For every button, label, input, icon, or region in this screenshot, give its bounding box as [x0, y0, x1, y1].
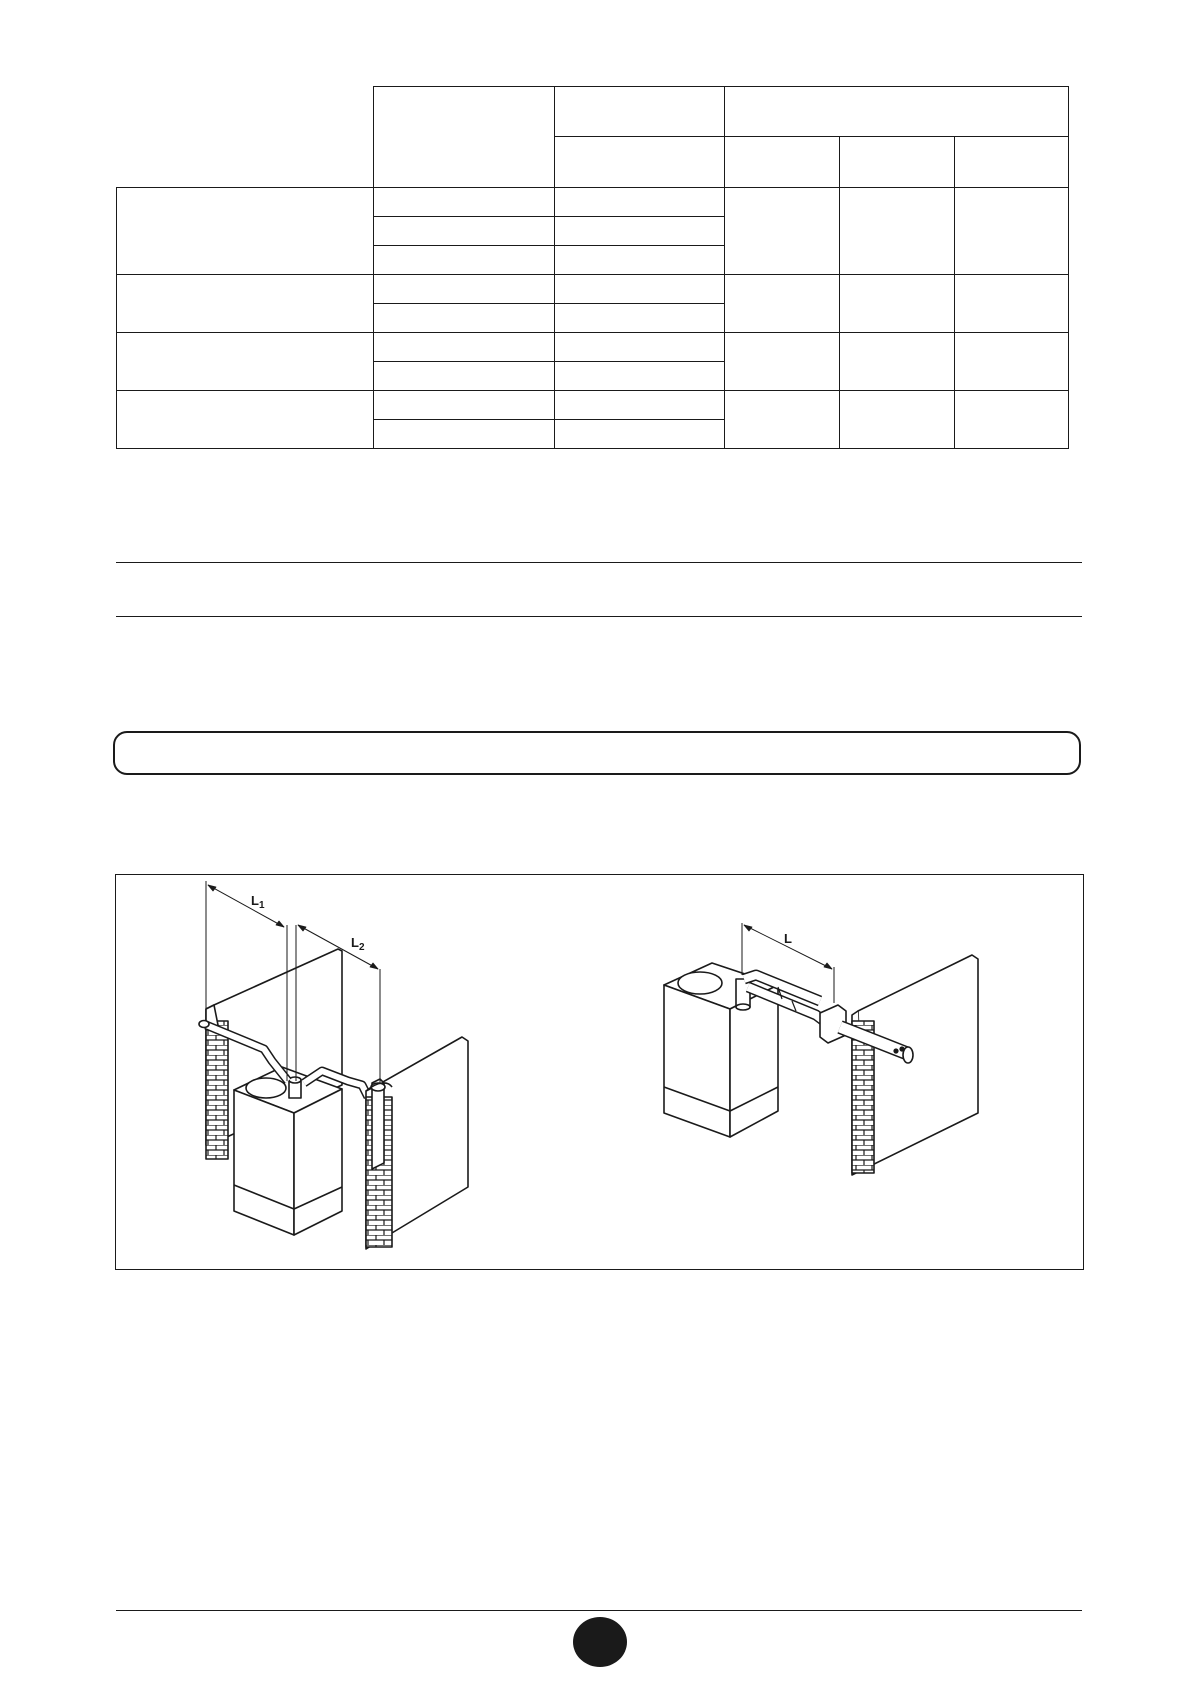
table-corner	[117, 87, 374, 137]
dimension-label-l2: $L_2$	[351, 935, 365, 953]
table-cell	[555, 275, 725, 304]
table-cell	[555, 217, 725, 246]
table-cell	[840, 391, 955, 449]
table-corner	[117, 137, 374, 188]
header-cell	[725, 87, 1069, 137]
table-cell	[840, 188, 955, 275]
table-cell	[374, 246, 555, 275]
header-cell	[374, 87, 555, 188]
spec-table	[116, 86, 1069, 449]
table-cell	[955, 275, 1069, 333]
table-cell	[374, 217, 555, 246]
table-cell	[117, 391, 374, 449]
figure-box	[115, 874, 1084, 1270]
table-cell	[555, 188, 725, 217]
table-cell	[555, 420, 725, 449]
installation-illustration	[116, 875, 1085, 1271]
table-cell	[840, 333, 955, 391]
page-badge	[573, 1617, 627, 1667]
table-cell	[555, 391, 725, 420]
table-cell	[955, 391, 1069, 449]
table-cell	[725, 391, 840, 449]
table-cell	[555, 304, 725, 333]
table-cell	[725, 188, 840, 275]
header-cell	[725, 137, 840, 188]
header-cell	[955, 137, 1069, 188]
left-installation	[199, 881, 468, 1249]
table-cell	[117, 333, 374, 391]
section-rule-bottom	[116, 616, 1082, 617]
table-cell	[374, 304, 555, 333]
right-installation	[664, 923, 978, 1175]
table-cell	[555, 333, 725, 362]
header-cell	[555, 87, 725, 137]
dimension-label-l: L	[784, 931, 792, 946]
section-rule-top	[116, 562, 1082, 563]
table-cell	[374, 333, 555, 362]
table-cell	[374, 420, 555, 449]
table-cell	[374, 391, 555, 420]
table-cell	[117, 275, 374, 333]
table-cell	[555, 246, 725, 275]
table-cell	[955, 333, 1069, 391]
dimension-label-l1: $L_1$	[251, 893, 265, 911]
header-cell	[840, 137, 955, 188]
table-cell	[374, 362, 555, 391]
table-cell	[725, 333, 840, 391]
header-cell	[555, 137, 725, 188]
table-cell	[840, 275, 955, 333]
table-cell	[725, 275, 840, 333]
table-cell	[374, 188, 555, 217]
table-cell	[117, 188, 374, 275]
footer-rule	[116, 1610, 1082, 1611]
table-cell	[555, 362, 725, 391]
table-cell	[955, 188, 1069, 275]
heading-box	[113, 731, 1081, 775]
table-cell	[374, 275, 555, 304]
